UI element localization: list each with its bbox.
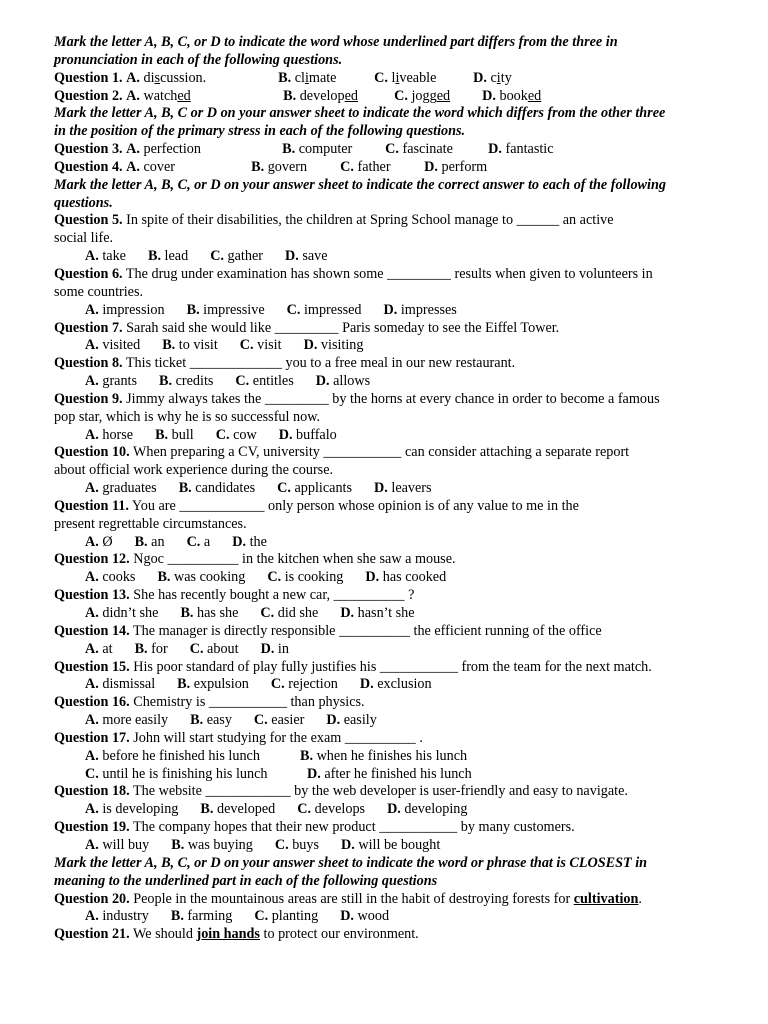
option-d: D. after he finished his lunch bbox=[307, 765, 472, 782]
option-c: C. buys bbox=[274, 836, 319, 853]
option-d: D. the bbox=[232, 533, 267, 550]
option-b: B. climate bbox=[278, 69, 337, 86]
option-a: A. industry bbox=[85, 908, 149, 925]
question-9 bbox=[54, 391, 714, 409]
option-c: C. gather bbox=[210, 248, 263, 265]
question-6-continued: some countries. bbox=[54, 283, 144, 300]
option-a: A. visited bbox=[85, 337, 141, 354]
option-c: C. jogged bbox=[394, 87, 451, 104]
question-8 bbox=[54, 355, 714, 373]
option-b: B. lead bbox=[147, 248, 189, 265]
underlined-phrase: join hands bbox=[196, 926, 260, 943]
question-label: Question 17. bbox=[54, 729, 130, 746]
underlined-word: cultivation bbox=[573, 890, 639, 907]
question-text: She has recently bought a new car, __________ ? bbox=[129, 587, 415, 604]
question-2 bbox=[54, 88, 714, 106]
instruction-pronunciation-line-2: pronunciation in each of the following questions. bbox=[54, 51, 343, 68]
question-8-options bbox=[54, 373, 714, 391]
question-text: We should bbox=[129, 926, 197, 943]
question-text: This ticket _____________ you to a free meal in our new restaurant. bbox=[122, 355, 516, 372]
option-a: A. horse bbox=[85, 426, 134, 443]
question-10-continued: about official work experience during the course. bbox=[54, 462, 334, 479]
option-b: B. expulsion bbox=[177, 676, 249, 693]
question-text: People in the mountainous areas are still in the habit of destroying forests for bbox=[129, 890, 574, 907]
option-a: A. cover bbox=[126, 158, 175, 175]
question-label: Question 2. bbox=[54, 87, 123, 104]
option-b: B. to visit bbox=[162, 337, 218, 354]
option-d: D. will be bought bbox=[341, 836, 441, 853]
question-11 bbox=[54, 498, 714, 516]
question-label: Question 18. bbox=[54, 783, 130, 800]
question-label: Question 14. bbox=[54, 622, 130, 639]
question-label: Question 15. bbox=[54, 658, 130, 675]
question-20: Question 20. People in the mountainous areas are still in the habit of destroying forests for cultivation. bbox=[54, 890, 642, 907]
option-d: D. hasn’t she bbox=[340, 605, 415, 621]
question-5 bbox=[54, 212, 714, 230]
question-7 bbox=[54, 320, 714, 338]
option-c: C. a bbox=[186, 533, 211, 550]
question-label: Question 21. bbox=[54, 926, 130, 943]
question-7-options bbox=[54, 337, 714, 355]
question-17-options-cd bbox=[54, 766, 714, 784]
option-b: B. developed bbox=[283, 87, 359, 104]
question-14 bbox=[54, 623, 714, 641]
question-label: Question 8. bbox=[54, 355, 123, 372]
option-b: B. developed bbox=[200, 801, 276, 818]
question-10 bbox=[54, 444, 714, 462]
question-16 bbox=[54, 694, 714, 712]
option-c: C. father bbox=[340, 158, 391, 175]
option-d: D. perform bbox=[424, 158, 488, 175]
question-16-options bbox=[54, 712, 714, 730]
option-a: A. at bbox=[85, 640, 113, 657]
option-d: D. leavers bbox=[374, 480, 432, 497]
question-text: Chemistry is ___________ than physics. bbox=[129, 694, 365, 711]
question-13-options bbox=[54, 605, 714, 623]
option-d: D. developing bbox=[387, 801, 468, 818]
option-c: C. rejection bbox=[270, 676, 338, 693]
question-17 bbox=[54, 730, 714, 748]
instruction-stress-line-1: Mark the letter A, B, C or D on your answer sheet to indicate the word which differs from the other three bbox=[54, 105, 666, 122]
question-13 bbox=[54, 587, 714, 605]
option-b: B. an bbox=[134, 533, 165, 550]
option-b: B. bull bbox=[155, 426, 194, 443]
question-label: Question 1. bbox=[54, 69, 123, 86]
question-9-continued: pop star, which is why he is so successful now. bbox=[54, 408, 321, 425]
option-b: B. was cooking bbox=[157, 569, 246, 586]
option-b: B. for bbox=[134, 640, 168, 657]
question-15 bbox=[54, 659, 714, 677]
option-a: A. before he finished his lunch bbox=[85, 747, 260, 764]
option-b: B. has she bbox=[180, 605, 239, 621]
instruction-stress-line-2: in the position of the primary stress in each of the following questions. bbox=[54, 123, 466, 140]
option-c: C. planting bbox=[254, 908, 319, 925]
option-c: C. develops bbox=[297, 801, 366, 818]
option-d: D. city bbox=[473, 69, 512, 86]
option-d: D. booked bbox=[482, 87, 542, 104]
question-6-options bbox=[54, 302, 714, 320]
option-d: D. in bbox=[260, 640, 289, 657]
option-c: C. is cooking bbox=[267, 569, 344, 586]
question-text: The company hopes that their new product ___________ by many customers. bbox=[129, 819, 575, 836]
question-14-options bbox=[54, 641, 714, 659]
question-3 bbox=[54, 141, 714, 159]
option-a: A. Ø bbox=[85, 533, 113, 550]
question-6 bbox=[54, 266, 714, 284]
question-15-options bbox=[54, 676, 714, 694]
question-text: When preparing a CV, university ___________ can consider attaching a separate report bbox=[129, 444, 630, 461]
option-c: C. visit bbox=[239, 337, 282, 354]
question-17-options-ab bbox=[54, 748, 714, 766]
question-label: Question 4. bbox=[54, 158, 123, 175]
option-a: A. will buy bbox=[85, 836, 150, 853]
option-d: D. save bbox=[284, 248, 328, 265]
option-c: C. entitles bbox=[235, 373, 294, 390]
question-4 bbox=[54, 159, 714, 177]
option-d: D. has cooked bbox=[365, 569, 447, 586]
option-b: B. computer bbox=[282, 141, 353, 158]
question-text: In spite of their disabilities, the children at Spring School manage to ______ an active bbox=[122, 212, 614, 229]
question-18 bbox=[54, 783, 714, 801]
option-c: C. easier bbox=[253, 712, 305, 729]
option-d: D. exclusion bbox=[359, 676, 432, 693]
question-9-options bbox=[54, 427, 714, 445]
question-21: Question 21. We should join hands to protect our environment. bbox=[54, 926, 419, 943]
question-11-options bbox=[54, 534, 714, 552]
question-text: His poor standard of play fully justifies his ___________ from the team for the next match. bbox=[129, 658, 652, 675]
instruction-closest-line-2: meaning to the underlined part in each of the following questions bbox=[54, 872, 438, 889]
question-20-options bbox=[54, 908, 714, 926]
question-label: Question 10. bbox=[54, 444, 130, 461]
question-text: Sarah said she would like _________ Paris someday to see the Eiffel Tower. bbox=[122, 319, 560, 336]
instruction-correct-line-1: Mark the letter A, B, C, or D on your answer sheet to indicate the correct answer to each of the following bbox=[54, 176, 666, 193]
option-d: D. visiting bbox=[303, 337, 364, 354]
option-a: A. is developing bbox=[85, 801, 179, 818]
question-5-options bbox=[54, 248, 714, 266]
option-d: D. fantastic bbox=[488, 141, 554, 158]
question-label: Question 13. bbox=[54, 587, 130, 604]
question-19 bbox=[54, 819, 714, 837]
instruction-closest-line-1: Mark the letter A, B, C, or D on your answer sheet to indicate the word or phrase that is CLOSEST in bbox=[54, 854, 648, 871]
option-b: B. when he finishes his lunch bbox=[300, 747, 468, 764]
option-b: B. easy bbox=[190, 712, 232, 729]
option-a: A. graduates bbox=[85, 480, 157, 497]
question-label: Question 3. bbox=[54, 141, 123, 158]
question-12-options bbox=[54, 569, 714, 587]
option-d: D. buffalo bbox=[278, 426, 337, 443]
option-c: C. did she bbox=[260, 605, 319, 621]
option-b: B. was buying bbox=[171, 836, 253, 853]
option-b: B. candidates bbox=[178, 480, 256, 497]
question-19-options bbox=[54, 837, 714, 855]
option-c: C. fascinate bbox=[385, 141, 453, 158]
option-a: A. take bbox=[85, 248, 126, 265]
question-label: Question 5. bbox=[54, 212, 123, 229]
option-c: C. cow bbox=[215, 426, 257, 443]
option-b: B. govern bbox=[251, 158, 308, 175]
question-label: Question 11. bbox=[54, 497, 129, 514]
question-text: The website ____________ by the web developer is user-friendly and easy to navigate. bbox=[129, 783, 628, 800]
option-c: C. about bbox=[189, 640, 239, 657]
question-11-continued: present regrettable circumstances. bbox=[54, 515, 247, 532]
option-b: B. farming bbox=[170, 908, 233, 925]
instruction-pronunciation-line-1: Mark the letter A, B, C, or D to indicate the word whose underlined part differs from the three in bbox=[54, 34, 618, 50]
option-a: A. watched bbox=[126, 87, 191, 104]
option-a: A. dismissal bbox=[85, 676, 156, 693]
option-c: C. impressed bbox=[286, 301, 362, 318]
question-label: Question 20. bbox=[54, 890, 130, 907]
option-c: C. liveable bbox=[374, 69, 437, 86]
question-label: Question 16. bbox=[54, 694, 130, 711]
option-d: D. impresses bbox=[383, 301, 457, 318]
option-d: D. easily bbox=[326, 712, 377, 729]
option-b: B. impressive bbox=[186, 301, 265, 318]
question-text: John will start studying for the exam __________ . bbox=[129, 729, 423, 746]
question-label: Question 12. bbox=[54, 551, 130, 568]
question-text: Ngoc __________ in the kitchen when she saw a mouse. bbox=[129, 551, 456, 568]
worksheet bbox=[54, 34, 714, 944]
option-a: A. grants bbox=[85, 373, 138, 390]
question-10-options bbox=[54, 480, 714, 498]
question-5-continued: social life. bbox=[54, 230, 114, 247]
option-a: A. didn’t she bbox=[85, 605, 159, 621]
question-1 bbox=[54, 70, 714, 88]
question-12 bbox=[54, 551, 714, 569]
question-label: Question 19. bbox=[54, 819, 130, 836]
option-a: A. impression bbox=[85, 301, 165, 318]
option-a: A. discussion. bbox=[126, 69, 207, 86]
option-c: C. applicants bbox=[277, 480, 353, 497]
option-d: D. wood bbox=[340, 908, 390, 925]
question-label: Question 7. bbox=[54, 319, 123, 336]
question-label: Question 9. bbox=[54, 390, 123, 407]
instruction-correct-line-2: questions. bbox=[54, 194, 113, 211]
option-a: A. perfection bbox=[126, 141, 201, 158]
question-text: Jimmy always takes the _________ by the horns at every chance in order to become a famous bbox=[122, 390, 660, 407]
question-text: The manager is directly responsible __________ the efficient running of the office bbox=[129, 622, 602, 639]
question-text: The drug under examination has shown some _________ results when given to volunteers in bbox=[122, 265, 653, 282]
option-c: C. until he is finishing his lunch bbox=[85, 765, 268, 782]
option-b: B. credits bbox=[159, 373, 214, 390]
option-d: D. allows bbox=[315, 373, 371, 390]
option-a: A. more easily bbox=[85, 712, 169, 729]
question-label: Question 6. bbox=[54, 265, 123, 282]
question-text: You are ____________ only person whose opinion is of any value to me in the bbox=[128, 497, 579, 514]
option-a: A. cooks bbox=[85, 569, 136, 586]
question-18-options bbox=[54, 801, 714, 819]
